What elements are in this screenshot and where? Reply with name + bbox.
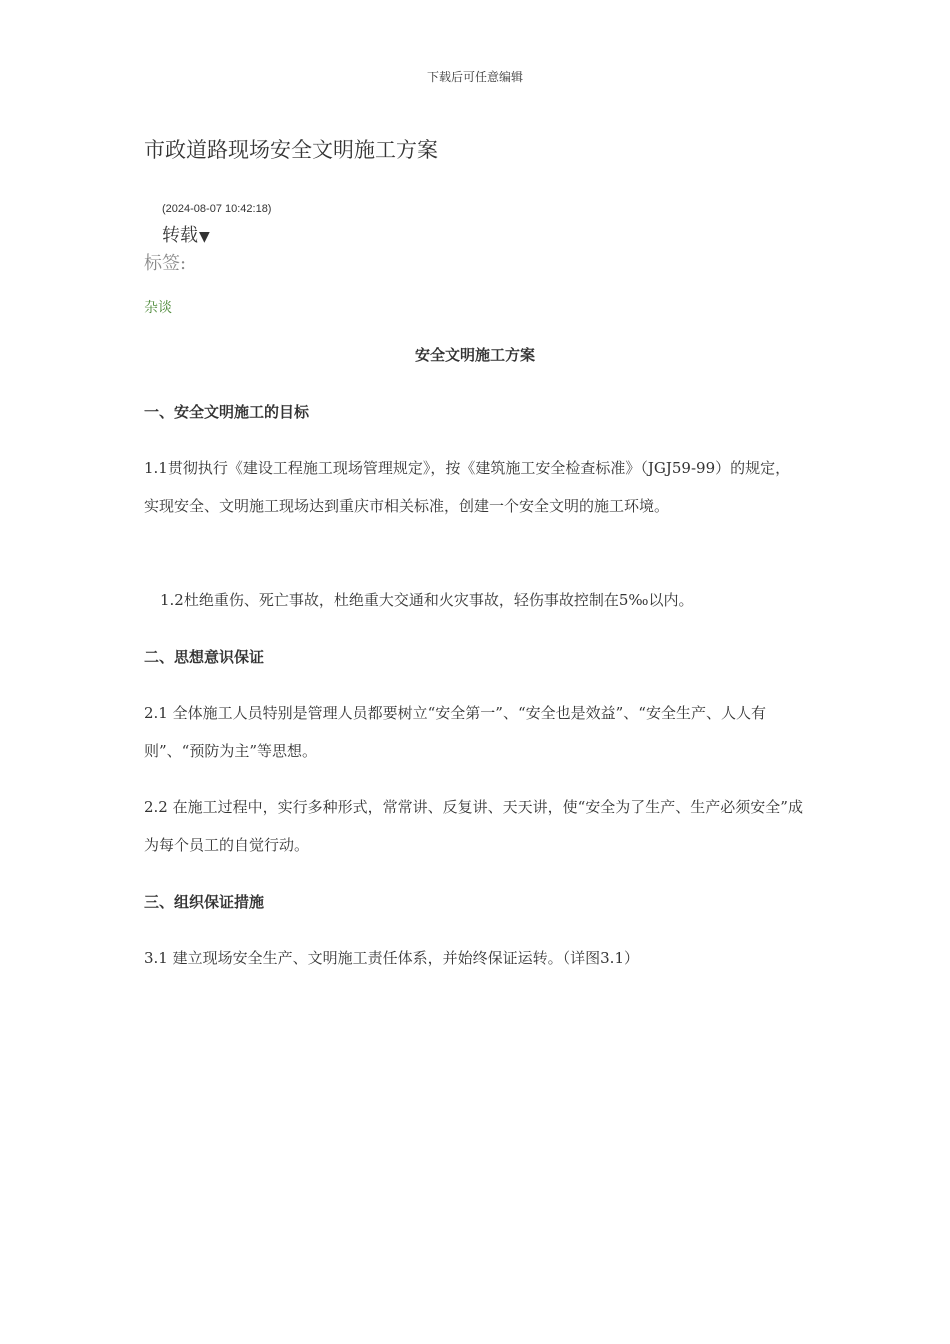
section-heading-3: 三、组织保证措施 xyxy=(144,893,265,911)
repost-label: 转载 xyxy=(162,225,198,246)
paragraph-1-2: 1.2杜绝重伤、死亡事故，杜绝重大交通和火灾事故，轻伤事故控制在5‰以内。 xyxy=(160,591,694,609)
paragraph-2-2: 2.2 在施工过程中，实行多种形式，常常讲、反复讲、天天讲，使“安全为了生产、生产必须安全”成为每个员工的自觉行动。 xyxy=(144,798,803,854)
triangle-down-icon: ▼ xyxy=(199,229,210,245)
paragraph-2-1: 2.1 全体施工人员特别是管理人员都要树立“安全第一”、“安全也是效益”、“安全生产、人人有则”、“预防为主”等思想。 xyxy=(144,704,766,760)
main-heading: 安全文明施工方案 xyxy=(414,346,535,364)
paragraph-3-1: 3.1 建立现场安全生产、文明施工责任体系，并始终保证运转。（详图3.1） xyxy=(144,949,639,967)
article-timestamp: (2024-08-07 10:42:18) xyxy=(162,203,272,215)
tags-label: 标签: xyxy=(144,253,187,274)
repost-button[interactable] xyxy=(162,221,210,247)
header-note: 下载后可任意编辑 xyxy=(426,70,523,84)
section-heading-1: 一、安全文明施工的目标 xyxy=(144,403,310,421)
article-title: 市政道路现场安全文明施工方案 xyxy=(144,138,438,162)
paragraph-1-1: 1.1贯彻执行《建设工程施工现场管理规定》，按《建筑施工安全检查标准》（JGJ59-99）的规定，实现安全、文明施工现场达到重庆市相关标准，创建一个安全文明的施工环境。 xyxy=(144,459,791,515)
section-heading-2: 二、思想意识保证 xyxy=(144,648,265,666)
tag-link[interactable]: 杂谈 xyxy=(144,300,172,316)
